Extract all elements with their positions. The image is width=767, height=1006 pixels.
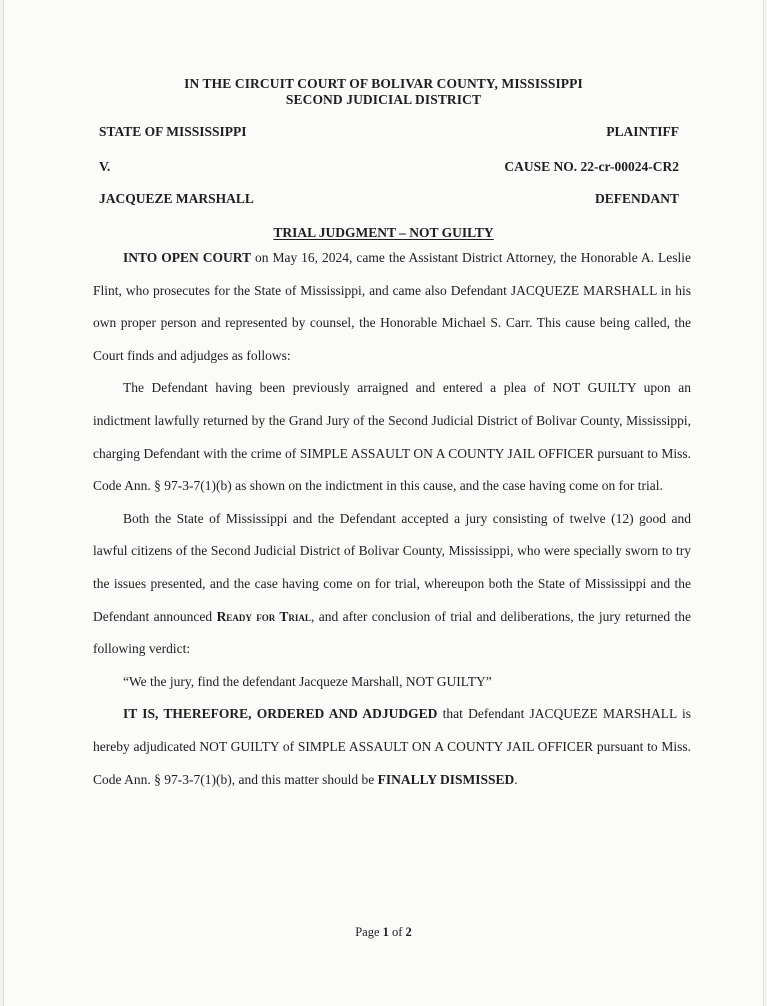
versus-label: V. <box>99 159 111 174</box>
arraignment-text: The Defendant having been previously arraigned and entered a plea of NOT GUILTY upon an indictment lawfully returned by the Grand Jury of the Second Judicial District of Bolivar County, Mississippi, charging Defendant with the crime of SIMPLE ASSAULT ON A COUNTY JAIL OFFICER pursuant to Miss. Code Ann. § 97-3-7(1)(b) as shown on the indictment in this cause, and the case having come on for trial. <box>93 380 691 494</box>
order-end: . <box>514 771 518 787</box>
defendant-label: DEFENDANT <box>594 191 679 206</box>
paragraph-verdict <box>93 666 691 699</box>
caption-row-plaintiff <box>99 124 679 142</box>
document-title-text: TRIAL JUDGMENT – NOT GUILTY <box>273 225 494 240</box>
order-heading: IT IS, THEREFORE, ORDERED AND ADJUDGED <box>123 706 438 722</box>
cause-number: CAUSE NO. 22-cr-00024-CR2 <box>504 159 679 174</box>
plaintiff-label: PLAINTIFF <box>606 124 679 139</box>
paragraph-arraignment <box>93 372 691 502</box>
plaintiff-name: STATE OF MISSISSIPPI <box>99 124 247 139</box>
defendant-name: JACQUEZE MARSHALL <box>99 191 254 206</box>
page-number <box>4 925 763 940</box>
court-header <box>4 76 763 108</box>
jury-text-a: Both the State of Mississippi and the Defendant accepted a jury consisting of twelve (12) good and lawful citizens of the Second Judicial District of Bolivar County, Mississippi, who were specially sworn to try the issues presented, and the case having come on for trial, whereupon both the State of Mississippi and the Defendant announced <box>93 510 691 624</box>
caption-row-defendant <box>99 191 679 209</box>
ready-for-trial: Ready for Trial <box>216 608 311 624</box>
finally-dismissed: FINALLY DISMISSED <box>377 771 515 787</box>
document-page <box>3 0 764 1006</box>
order-text: that Defendant JACQUEZE MARSHALL is hereby adjudicated NOT GUILTY of SIMPLE ASSAULT ON A COUNTY JAIL OFFICER pursuant to Miss. Code Ann. § 97-3-7(1)(b), and this matter should be <box>93 706 691 787</box>
open-court-text: on May 16, 2024, came the Assistant District Attorney, the Honorable A. Leslie Flint, who prosecutes for the State of Mississippi, and came also Defendant JACQUEZE MARSHALL in his own proper person and represented by counsel, the Honorable Michael S. Carr. This cause being called, the Court finds and adjudges as follows: <box>93 250 691 363</box>
open-court-heading: INTO OPEN COURT <box>123 250 251 265</box>
document-title <box>4 225 763 241</box>
paragraph-jury <box>93 503 691 666</box>
jury-text-b: , and after conclusion of trial and deliberations, the jury returned the following verdict: <box>93 608 692 657</box>
document-body <box>93 242 691 796</box>
court-district: SECOND JUDICIAL DISTRICT <box>285 92 482 107</box>
caption-row-cause <box>99 159 679 177</box>
page-prefix: Page <box>355 925 383 939</box>
court-name: IN THE CIRCUIT COURT OF BOLIVAR COUNTY, MISSISSIPPI <box>184 76 583 91</box>
page-of: of <box>388 925 406 939</box>
paragraph-order <box>93 698 691 796</box>
page-total: 2 <box>405 925 412 939</box>
verdict-text: “We the jury, find the defendant Jacqueze Marshall, NOT GUILTY” <box>123 673 492 689</box>
page-current: 1 <box>382 925 389 939</box>
paragraph-open-court <box>93 242 691 372</box>
